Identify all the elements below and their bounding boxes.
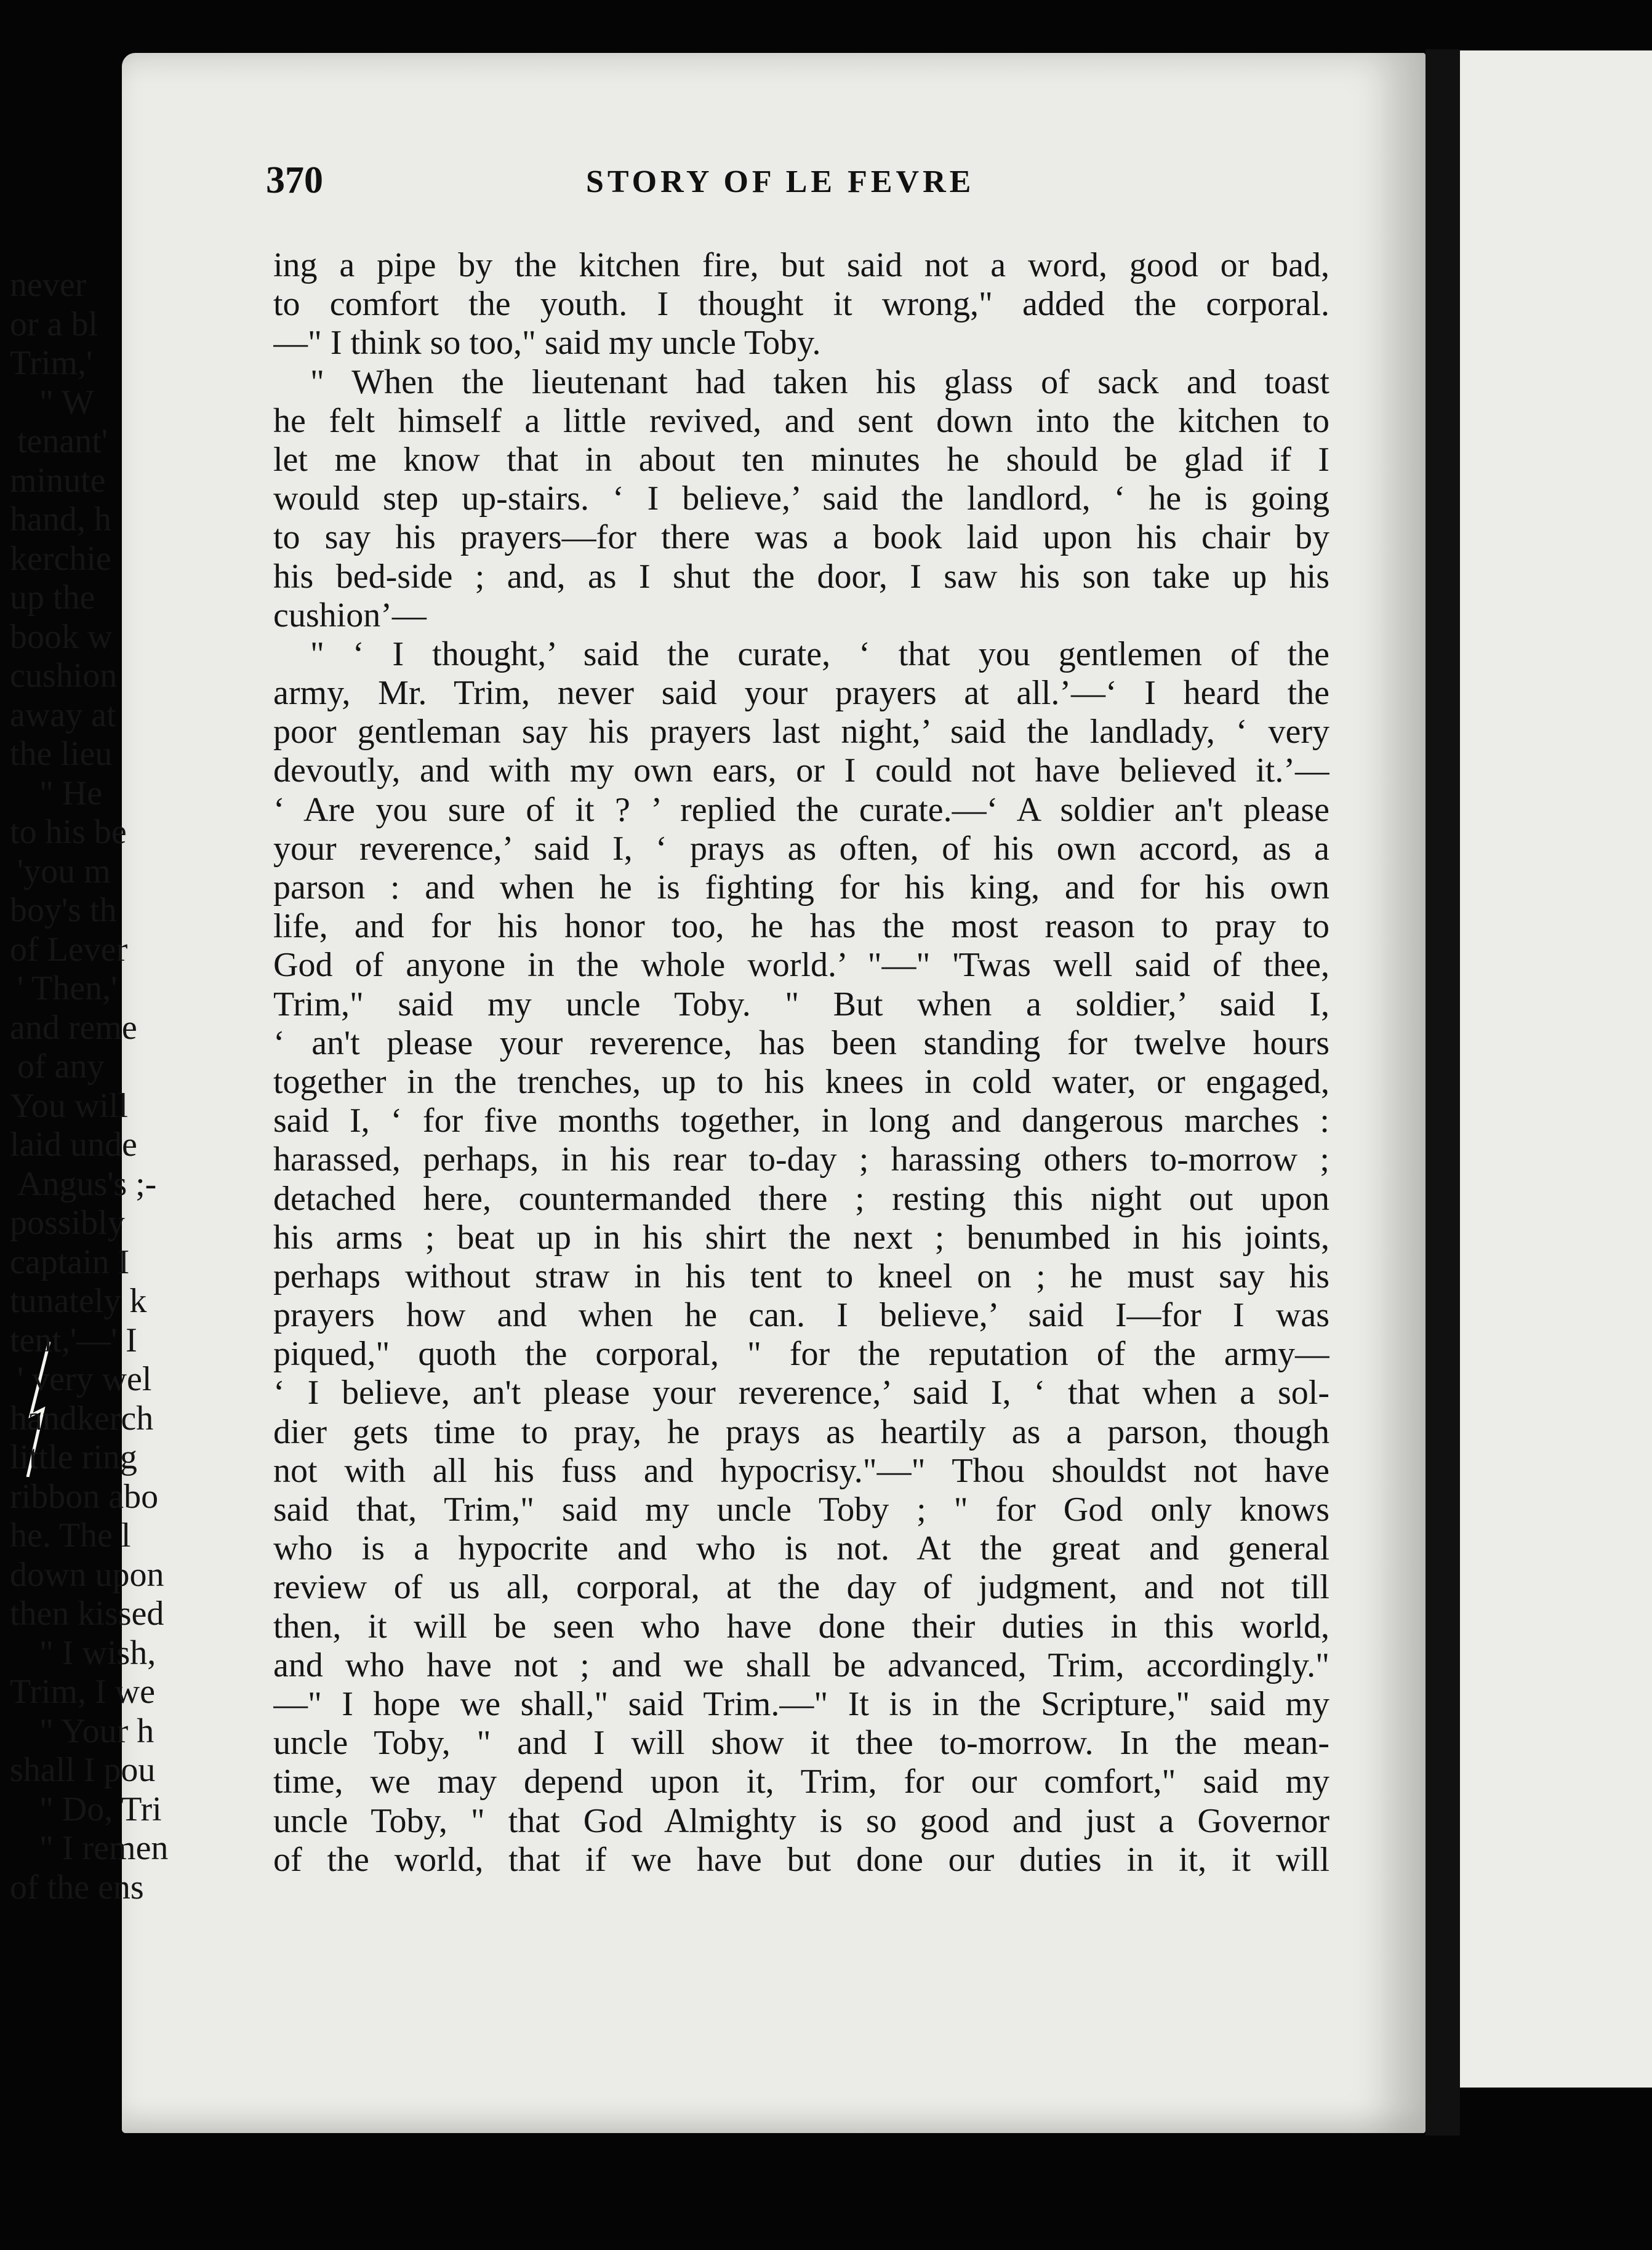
text-line: tunately k (10, 1282, 147, 1320)
text-line: of the ens (10, 1868, 144, 1907)
text-line: " I remen (39, 1829, 169, 1867)
text-line: uncle Toby, " and I will show it thee to-morrow. In the mean- (273, 1724, 1329, 1763)
text-line: and who have not ; and we shall be advanced, Trim, accordingly." (273, 1646, 1329, 1684)
book-gutter (1425, 49, 1460, 2136)
text-line: Trim, I we (10, 1673, 155, 1711)
text-line: shall I pou (10, 1751, 156, 1789)
text-line: to say his prayers—for there was a book laid upon his chair by (273, 518, 1329, 557)
text-line: " I wish, (39, 1633, 156, 1672)
text-line: review of us all, corporal, at the day of judgment, and not till (273, 1568, 1329, 1607)
text-line: boy's th (10, 891, 117, 929)
text-line: —" I hope we shall," said Trim.—" It is in the Scripture," said my (273, 1684, 1329, 1723)
text-line: book w (10, 617, 113, 656)
text-line: to his be (10, 813, 127, 851)
text-line: harassed, perhaps, in his rear to-day ; harassing others to-morrow ; (273, 1140, 1329, 1179)
text-line: ' very wel (17, 1360, 152, 1398)
text-line: little ring (10, 1438, 137, 1476)
text-line: then, it will be seen who have done their duties in this world, (273, 1607, 1329, 1646)
text-line: devoutly, and with my own ears, or I could not have believed it.’— (273, 751, 1329, 790)
text-line: 'you m (17, 852, 111, 891)
text-line: away at (10, 695, 116, 734)
text-line: cushion (10, 657, 118, 695)
text-line: your reverence,’ said I, ‘ prays as often, of his own accord, as a (273, 829, 1329, 868)
text-line: " ‘ I thought,’ said the curate, ‘ that you gentlemen of the (310, 635, 1329, 673)
text-line: then kissed (10, 1595, 164, 1633)
text-line: of the world, that if we have but done our duties in it, it will (273, 1840, 1329, 1879)
text-line: of Lever (10, 930, 128, 969)
text-line: Trim,' (10, 344, 93, 382)
text-line: captain I (10, 1243, 130, 1281)
text-line: ‘ I believe, an't please your reverence,’ said I, ‘ that when a sol- (273, 1374, 1329, 1412)
text-line: tent,'—' I (10, 1321, 137, 1359)
text-line: up the (10, 579, 95, 617)
text-line: poor gentleman say his prayers last night,’ said the landlady, ‘ very (273, 713, 1329, 751)
text-line: prayers how and when he can. I believe,’ said I—for I was (273, 1296, 1329, 1335)
text-line: ‘ Are you sure of it ? ’ replied the curate.—‘ A soldier an't please (273, 790, 1329, 829)
text-line: parson : and when he is fighting for his king, and for his own (273, 868, 1329, 907)
text-line: his arms ; beat up in his shirt the next ; benumbed in his joints, (273, 1218, 1329, 1257)
text-line: he felt himself a little revived, and sent down into the kitchen to (273, 401, 1329, 440)
text-line: Angus's ;- (17, 1164, 157, 1203)
text-line: to comfort the youth. I thought it wrong," added the corporal. (273, 285, 1329, 324)
text-line: said that, Trim," said my uncle Toby ; " for God only knows (273, 1491, 1329, 1529)
text-line: he. The l (10, 1516, 131, 1555)
text-line: army, Mr. Trim, never said your prayers at all.’—‘ I heard the (273, 674, 1329, 713)
running-head: STORY OF LE FEVRE (586, 164, 975, 199)
page-number: 370 (266, 159, 323, 201)
text-line: uncle Toby, " that God Almighty is so good and just a Governor (273, 1801, 1329, 1840)
text-line: tenant' (17, 422, 108, 460)
text-line: piqued," quoth the corporal, " for the reputation of the army— (273, 1335, 1329, 1374)
text-line: who is a hypocrite and who is not. At the great and general (273, 1529, 1329, 1568)
text-line: You will (10, 1086, 128, 1125)
text-line: laid unde (10, 1126, 137, 1164)
text-line: Trim," said my uncle Toby. " But when a soldier,’ said I, (273, 985, 1329, 1023)
text-line: ‘ an't please your reverence, has been standing for twelve hours (273, 1023, 1329, 1062)
text-line: " When the lieutenant had taken his glass of sack and toast (310, 362, 1329, 401)
text-line: let me know that in about ten minutes he should be glad if I (273, 440, 1329, 479)
left-page-body-text (273, 246, 1329, 1880)
right-book-page (1460, 50, 1652, 2088)
text-line: hand, h (10, 500, 111, 538)
text-line: the lieu (10, 735, 113, 773)
text-line: detached here, countermanded there ; resting this night out upon (273, 1179, 1329, 1218)
text-line: and reme (10, 1008, 137, 1047)
text-line: handkerch (10, 1399, 154, 1438)
text-line: never (10, 266, 87, 304)
text-line: ' Then,' (17, 969, 118, 1007)
text-line: said I, ‘ for five months together, in long and dangerous marches : (273, 1102, 1329, 1140)
text-line: his bed-side ; and, as I shut the door, I saw his son take up his (273, 557, 1329, 596)
text-line: " He (39, 774, 103, 812)
text-line: possibly (10, 1204, 125, 1242)
page-header (266, 159, 1337, 208)
text-line: or a bl (10, 305, 98, 343)
text-line: God of anyone in the whole world.’ "—" 'Twas well said of thee, (273, 946, 1329, 985)
text-line: not with all his fuss and hypocrisy."—" Thou shouldst not have (273, 1451, 1329, 1490)
text-line: kerchie (10, 539, 111, 578)
text-line: down upon (10, 1555, 164, 1594)
text-line: dier gets time to pray, he prays as heartily as a parson, though (273, 1412, 1329, 1451)
text-line: cushion’— (273, 596, 427, 635)
right-page-body-text (10, 266, 192, 1907)
text-line: ribbon abo (10, 1477, 159, 1516)
text-line: ing a pipe by the kitchen fire, but said not a word, good or bad, (273, 246, 1329, 284)
text-line: " W (39, 383, 94, 422)
text-line: together in the trenches, up to his knees in cold water, or engaged, (273, 1062, 1329, 1101)
text-line: of any (17, 1047, 105, 1086)
text-line: " Your h (39, 1712, 154, 1750)
text-line: life, and for his honor too, he has the most reason to pray to (273, 907, 1329, 946)
text-line: —" I think so too," said my uncle Toby. (273, 324, 821, 362)
text-line: would step up-stairs. ‘ I believe,’ said the landlord, ‘ he is going (273, 479, 1329, 518)
text-line: minute (10, 461, 106, 500)
text-line: time, we may depend upon it, Trim, for our comfort," said my (273, 1763, 1329, 1801)
text-line: " Do, Tri (39, 1790, 162, 1828)
text-line: perhaps without straw in his tent to kneel on ; he must say his (273, 1257, 1329, 1295)
